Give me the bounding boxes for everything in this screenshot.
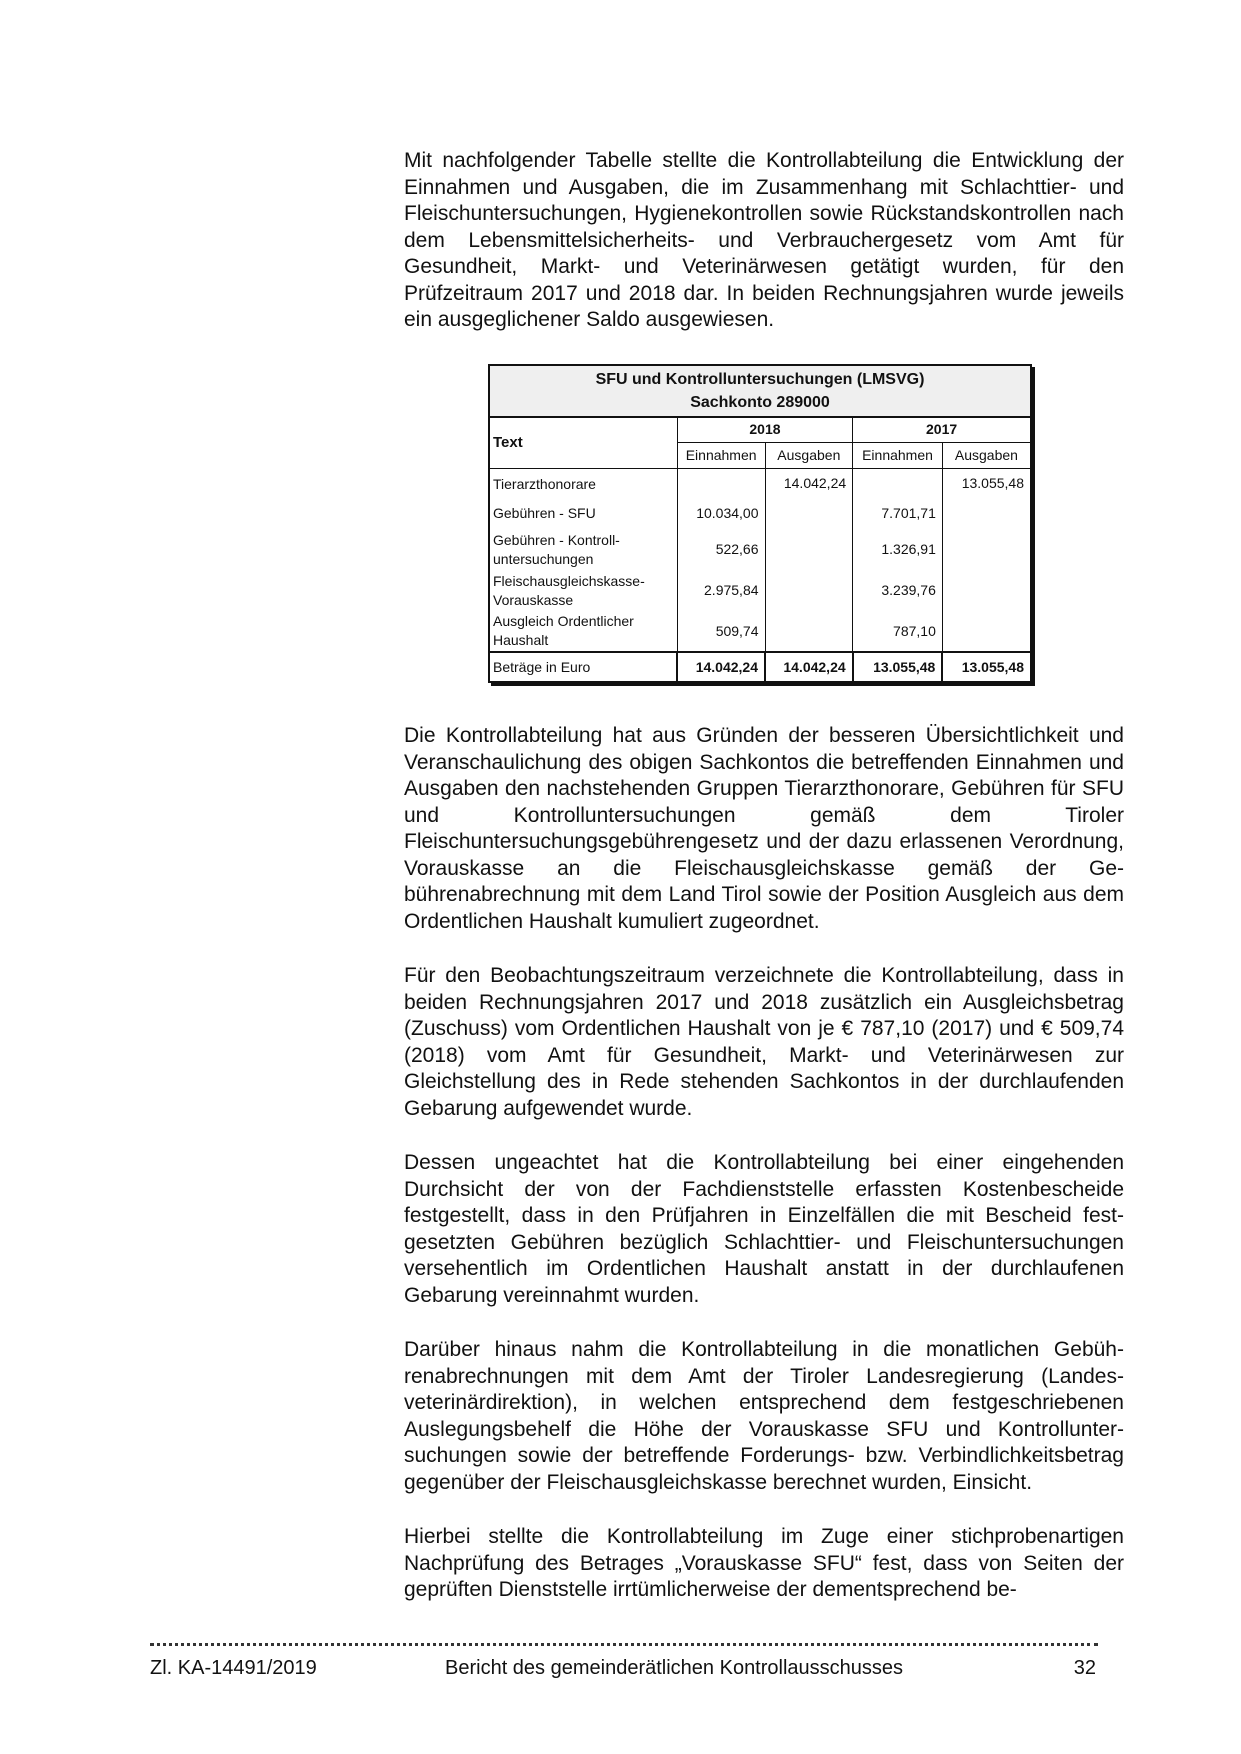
total-label: Beträge in Euro	[489, 652, 677, 682]
cell-einnahmen-2018: 2.975,84	[677, 570, 765, 611]
cell-einnahmen-2017	[853, 468, 943, 498]
paragraph-intro: Mit nachfolgender Tabelle stellte die Kontrollabteilung die Entwicklung der Einnahmen und Ausgaben, die im Zusammenhang mit Schlachttier- und Fleischuntersuchungen, Hygienekontrollen sowie Rückstandskontrollen nach dem Lebensmittelsicherheits- und Verbrauchergesetz vom Amt für Gesundheit, Markt- und Veterinärwesen getätigt wurden, für den Prüfzeitraum 2017 und 2018 dar. In beiden Rechnungsjahren wurde jeweils ein ausgeglichener Saldo ausgewiesen.	[404, 149, 1124, 331]
table-row	[489, 468, 1031, 498]
column-header-year-2017: 2017	[853, 417, 1031, 443]
table-title-line1: SFU und Kontrolluntersuchungen (LMSVG)	[595, 370, 925, 388]
page-number: 32	[1073, 1657, 1096, 1679]
row-label-line1: Gebühren - Kontroll-	[493, 531, 620, 548]
total-ausgaben-2017: 13.055,48	[942, 652, 1031, 682]
cell-einnahmen-2018: 10.034,00	[677, 498, 765, 529]
table-title	[489, 365, 1031, 417]
cell-ausgaben-2018	[765, 498, 853, 529]
row-label	[489, 570, 677, 611]
row-label-line2: Vorauskasse	[493, 591, 574, 608]
row-label-line1: Fleischausgleichskasse-	[493, 572, 645, 589]
cell-einnahmen-2018: 509,74	[677, 611, 765, 652]
row-label: Tierarzthonorare	[489, 468, 677, 498]
cell-ausgaben-2017	[942, 611, 1031, 652]
cell-ausgaben-2018	[765, 611, 853, 652]
cell-ausgaben-2017	[942, 570, 1031, 611]
paragraph-fee-statements: Darüber hinaus nahm die Kontrollabteilung in die monatlichen Gebührenabrechnungen mit dem Amt der Tiroler Landesregierung (Landesveterinärdirektion), in welchen entsprechend dem festgeschriebenen Auslegungsbehelf die Höhe der Vorauskasse SFU und Kontrolluntersuchungen sowie der betreffende Forderungs- bzw. Verbindlichkeitsbetrag gegenüber der Fleischausgleichskasse berechnet wurden, Einsicht.	[404, 1338, 1124, 1494]
table-row	[489, 498, 1031, 529]
row-label	[489, 529, 677, 570]
cell-ausgaben-2018	[765, 529, 853, 570]
cell-ausgaben-2017: 13.055,48	[961, 474, 1024, 491]
table-row	[489, 570, 1031, 611]
column-header-year-2018: 2018	[677, 417, 852, 443]
row-label-line1: Ausgleich Ordentlicher	[493, 613, 634, 629]
table-header-row-years	[489, 417, 1031, 443]
page-content	[404, 148, 1124, 1632]
table-title-row	[489, 365, 1031, 417]
row-label-line2: Haushalt	[493, 632, 549, 648]
total-ausgaben-2018: 14.042,24	[765, 652, 853, 682]
cell-einnahmen-2017: 3.239,76	[853, 570, 943, 611]
column-header-ausgaben-2017: Ausgaben	[942, 442, 1031, 468]
footer-report-title: Bericht des gemeinderätlichen Kontrollausschusses	[445, 1657, 904, 1679]
cell-ausgaben-2018	[765, 570, 853, 611]
footer-reference: Zl. KA-14491/2019	[150, 1657, 317, 1679]
total-einnahmen-2017: 13.055,48	[853, 652, 943, 682]
paragraph-grouping: Die Kontrollabteilung hat aus Gründen der besseren Übersichtlichkeit und Veranschaulichung des obigen Sachkontos die betreffenden Einnahmen und Ausgaben den nachstehenden Gruppen Tierarzthonorare, Gebühren für SFU und Kontrolluntersuchungen gemäß dem Tiroler Fleischuntersuchungsgebührengesetz und der dazu erlassenen Verordnung, Vorauskasse an die Fleischausgleichskasse gemäß der Gebührenabrechnung mit dem Land Tirol sowie der Position Ausgleich aus dem Ordentlichen Haushalt kumuliert zugeordnet.	[404, 724, 1124, 933]
cell-einnahmen-2018: 522,66	[677, 529, 765, 570]
cell-ausgaben-2017	[942, 529, 1031, 570]
finance-table	[488, 364, 1032, 684]
total-einnahmen-2018: 14.042,24	[677, 652, 765, 682]
table-row	[489, 529, 1031, 570]
column-header-einnahmen-2017: Einnahmen	[853, 442, 943, 468]
finance-table-wrapper	[488, 364, 1032, 684]
footer-divider	[150, 1643, 1098, 1649]
paragraph-spot-check: Hierbei stellte die Kontrollabteilung im Zuge einer stichprobenartigen Nachprüfung des Betrages „Vorauskasse SFU“ fest, dass von Seiten der geprüften Dienststelle irrtümlicherweise der dementsprechend be-	[404, 1525, 1124, 1601]
table-title-line2: Sachkonto 289000	[690, 393, 830, 411]
cell-ausgaben-2018: 14.042,24	[765, 468, 853, 498]
paragraph-findings: Dessen ungeachtet hat die Kontrollabteilung bei einer eingehenden Durchsicht der von der Fachdienststelle erfassten Kostenbescheide festgestellt, dass in den Prüfjahren in Einzelfällen die mit Bescheid festgesetzten Gebühren bezüglich Schlachttier- und Fleischuntersuchungen versehentlich im Ordentlichen Haushalt anstatt in der durchlaufenen Gebarung vereinnahmt wurden.	[404, 1151, 1124, 1307]
table-row	[489, 611, 1031, 652]
table-total-row	[489, 652, 1031, 682]
row-label-line2: untersuchungen	[493, 550, 594, 567]
row-label: Gebühren - SFU	[489, 498, 677, 529]
column-header-einnahmen-2018: Einnahmen	[677, 442, 765, 468]
cell-ausgaben-2017	[942, 498, 1031, 529]
cell-einnahmen-2017: 787,10	[853, 611, 943, 652]
column-header-text: Text	[489, 417, 677, 469]
paragraph-observation: Für den Beobachtungszeitraum verzeichnete die Kontrollabteilung, dass in beiden Rechnungsjahren 2017 und 2018 zusätzlich ein Ausgleichsbetrag (Zuschuss) vom Ordentlichen Haushalt von je € 787,10 (2017) und € 509,74 (2018) vom Amt für Gesundheit, Markt- und Veterinärwesen zur Gleichstellung des in Rede stehenden Sachkontos in der durchlaufenden Gebarung aufgewendet wurde.	[404, 964, 1124, 1120]
cell-einnahmen-2017: 1.326,91	[853, 529, 943, 570]
row-label	[489, 611, 677, 652]
cell-einnahmen-2017: 7.701,71	[853, 498, 943, 529]
cell-einnahmen-2018	[677, 468, 765, 498]
column-header-ausgaben-2018: Ausgaben	[765, 442, 853, 468]
